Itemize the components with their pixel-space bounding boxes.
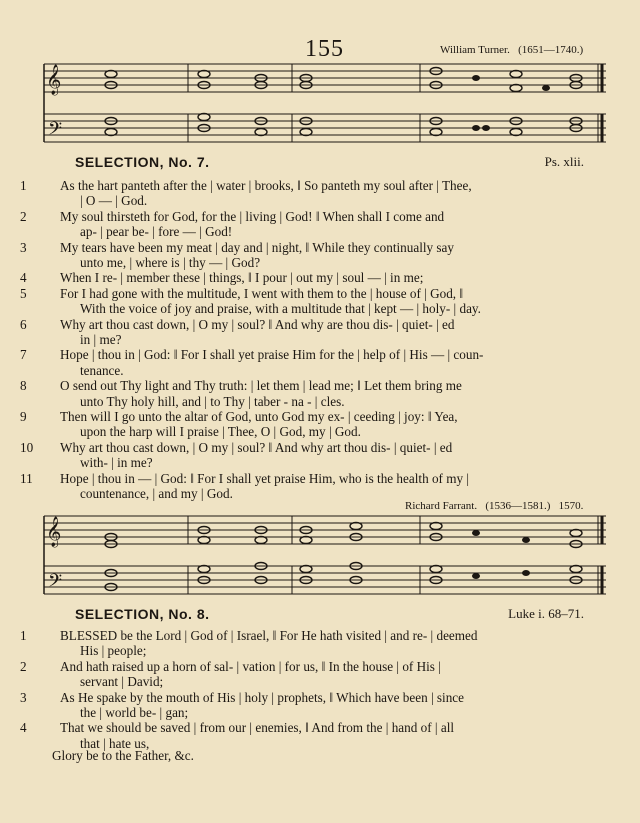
verse-line: For I had gone with the multitude, I went with them to the | house of | God, ‖ [60,285,464,301]
music-staff-2 [36,512,616,602]
verse-text [60,378,616,409]
composer-dates: (1536—1581.) [485,500,551,512]
verse-line: ap- | pear be- | fore — | God! [80,224,233,240]
verse-line: My tears have been my meat | day and | night, ‖ While they continually say [60,239,455,255]
verse-text [60,270,616,285]
verse-line: O send out Thy light and Thy truth: | let them | lead me; ‖ Let them bring me [60,378,462,394]
gloria-line: Glory be to the Father, &c. [52,748,194,763]
verse-number: 1 [20,628,27,643]
verse-number: 2 [20,658,27,674]
verse-line: As He spake by the mouth of His | holy | prophets, ‖ Which have been | since [60,689,464,705]
svg-text:𝄢: 𝄢 [48,119,63,144]
verse-line: | O — | God. [80,193,148,209]
verse [20,440,616,471]
verse [20,690,616,721]
verse [20,317,616,348]
verse-line: My soul thirsteth for God, for the | living | God! ‖ When shall I come and [60,208,445,224]
verse-text [60,240,616,271]
verse-text [60,286,616,317]
verse [20,720,616,751]
verse [20,178,616,209]
verse [20,409,616,440]
verse [20,628,616,659]
verse-text [60,628,616,659]
verse-line: And hath raised up a horn of sal- | vation | for us, ‖ In the house | of His | [60,658,441,674]
verse-line: tenance. [80,362,124,378]
verse-number: 3 [20,689,27,705]
verse-line: His | people; [80,643,147,659]
verse-number: 4 [20,270,27,286]
selection-7-title: SELECTION, No. 7. [75,154,210,170]
verse [20,347,616,378]
verse-line: That we should be saved | from our | enemies, ‖ And from the | hand of | all [60,720,455,736]
verse-line: Why art thou cast down, | O my | soul? ‖ And why are thou dis- | quiet- | ed [60,316,455,332]
verse-line: Hope | thou in | God: ‖ For I shall yet praise Him for the | help of | His — | coun- [60,347,484,363]
svg-text:𝄞: 𝄞 [46,517,62,547]
composer-year: 1570. [558,500,584,512]
verse-number: 2 [20,208,27,224]
verse-number: 9 [20,409,27,424]
verse-line: Then will I go unto the altar of God, unto God my ex- | ceeding | joy: ‖ Yea, [60,409,458,424]
verse-line: With the voice of joy and praise, with a multitude that | kept — | holy- | day. [80,301,481,317]
verse [20,240,616,271]
verse-line: that | hate us, [80,735,150,751]
verse [20,659,616,690]
composer-credit-2 [405,500,583,512]
verse-line: with- | in me? [80,455,153,471]
verse-line: countenance, | and my | God. [80,486,233,501]
verse-number: 1 [20,178,27,193]
verse-line: unto Thy holy hill, and | to Thy | taber - na - | cles. [80,393,345,409]
verse-line: As the hart panteth after the | water | brooks, ‖ So panteth my soul after | Thee, [60,178,472,193]
verse-text [60,690,616,721]
verse-text [60,347,616,378]
verse-number: 4 [20,720,27,736]
verse-number: 10 [20,439,34,455]
selection-8-reference: Luke i. 68–71. [508,606,584,621]
composer-name: Richard Farrant. [405,500,478,512]
verse-number: 11 [20,470,33,486]
verse [20,270,616,285]
verse-text [60,440,616,471]
verse [20,471,616,502]
verse-text [60,317,616,348]
verse-line: upon the harp will I praise | Thee, O | God, my | God. [80,424,361,440]
composer-name: William Turner. [440,44,510,56]
verse-number: 5 [20,285,27,301]
verse-number: 7 [20,347,27,363]
verse-number: 3 [20,239,27,255]
verse-text [60,720,616,751]
composer-dates: (1651—1740.) [518,44,584,56]
verse-text [60,659,616,690]
selection-7-reference: Ps. xlii. [544,154,584,169]
verse-line: the | world be- | gan; [80,705,189,720]
verse-text [60,471,616,502]
verse-line: Why art thou cast down, | O my | soul? ‖ And why art thou dis- | quiet- | ed [60,439,453,455]
music-staff-1 [36,60,616,150]
verse-line: When I re- | member these | things, ‖ I pour | out my | soul — | in me; [60,270,424,286]
verse-text [60,209,616,240]
verse-line: Hope | thou in — | God: ‖ For I shall yet praise Him, who is the health of my | [60,470,470,486]
svg-text:𝄢: 𝄢 [48,571,63,596]
verse [20,286,616,317]
verse-text [60,409,616,440]
verse-line: servant | David; [80,674,164,690]
composer-credit-1 [440,44,583,56]
verse [20,209,616,240]
verse-line: BLESSED be the Lord | God of | Israel, ‖ For He hath visited | and re- | deemed [60,628,478,643]
verse-text [60,178,616,209]
verse-number: 6 [20,316,27,332]
page-number: 155 [305,36,344,62]
verse-line: in | me? [80,332,122,347]
verse-number: 8 [20,378,27,394]
verse [20,378,616,409]
svg-text:𝄞: 𝄞 [46,65,62,95]
selection-8-title: SELECTION, No. 8. [75,606,210,622]
verse-line: unto me, | where is | thy — | God? [80,255,261,270]
